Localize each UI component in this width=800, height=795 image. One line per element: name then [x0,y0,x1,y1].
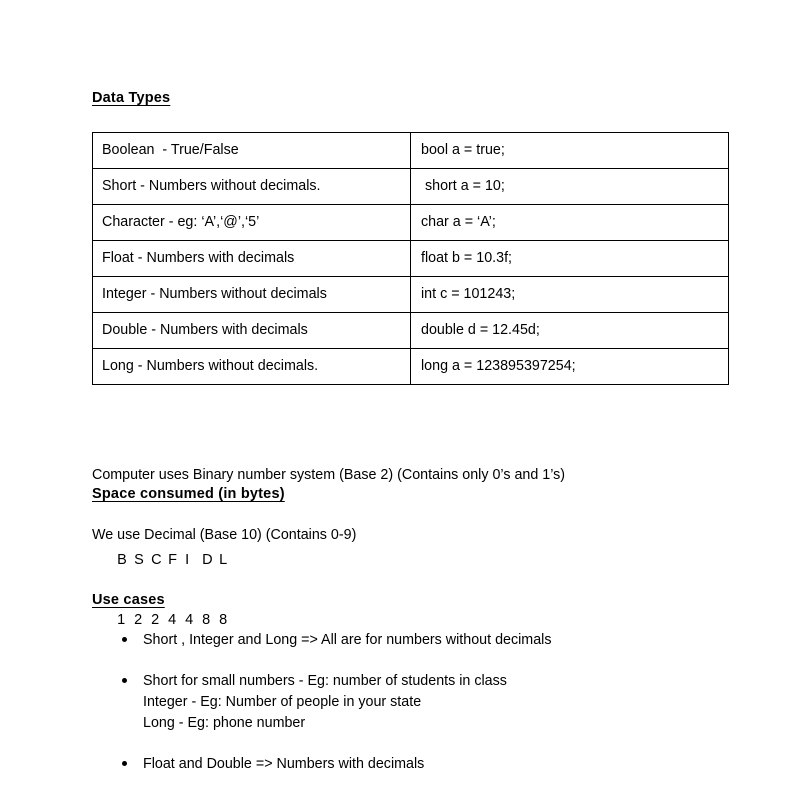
table-cell-type-name: Short - Numbers without decimals. [93,169,411,205]
use-cases-list [0,630,800,795]
space-consumed-letters-row [93,530,236,590]
list-item-line: Long - Eg: phone number [143,715,306,731]
type-byte-size: 2 [151,612,160,628]
note-line-binary: Computer uses Binary number system (Base 2) (Contains only 0’s and 1’s) [92,467,566,483]
type-initial: S [134,552,144,568]
type-byte-size: 8 [202,612,211,628]
table-cell-type-value: bool a = true; [411,133,729,169]
type-byte-size: 2 [134,612,143,628]
table-cell-type-name: Float - Numbers with decimals [93,241,411,277]
data-types-table [92,132,729,385]
list-item [0,630,800,651]
type-initial: C [151,552,162,568]
table-cell-type-name: Character - eg: ‘A’,‘@’,‘5’ [93,205,411,241]
table-cell-type-value: float b = 10.3f; [411,241,729,277]
page-title: Data Types [92,90,171,106]
note-line-decimal: We use Decimal (Base 10) (Contains 0-9) [92,527,357,543]
type-initial: I [185,552,190,568]
type-initial: B [117,552,127,568]
table-row [93,277,729,313]
list-item-line: Integer - Eg: Number of people in your state [143,694,422,710]
type-initial: L [219,552,228,568]
table-cell-type-name: Integer - Numbers without decimals [93,277,411,313]
section-heading-space-consumed: Space consumed (in bytes) [92,486,285,502]
table-body [93,133,729,385]
table-cell-type-value: int c = 101243; [411,277,729,313]
type-byte-size: 1 [117,612,126,628]
type-initial: F [168,552,178,568]
table-cell-type-value: double d = 12.45d; [411,313,729,349]
type-byte-size: 4 [168,612,177,628]
table-cell-type-value: char a = ‘A’; [411,205,729,241]
list-item [0,671,800,734]
table-cell-type-value: short a = 10; [411,169,729,205]
table-row [93,241,729,277]
bullet-icon [122,678,127,683]
table-row [93,205,729,241]
table-row [93,169,729,205]
list-item-line: Float and Double => Numbers with decimals [143,756,425,772]
table-cell-type-name: Boolean - True/False [93,133,411,169]
table-row [93,313,729,349]
table-cell-type-name: Double - Numbers with decimals [93,313,411,349]
bullet-icon [122,637,127,642]
table-cell-type-name: Long - Numbers without decimals. [93,349,411,385]
table-cell-type-value: long a = 123895397254; [411,349,729,385]
list-item-line: Short , Integer and Long => All are for numbers without decimals [143,632,552,648]
type-byte-size: 8 [219,612,228,628]
table-row [93,133,729,169]
bullet-icon [122,761,127,766]
table-row [93,349,729,385]
type-initial: D [202,552,213,568]
list-item-line: Short for small numbers - Eg: number of students in class [143,673,507,689]
section-heading-use-cases: Use cases [92,592,165,608]
list-item [0,754,800,775]
type-byte-size: 4 [185,612,194,628]
